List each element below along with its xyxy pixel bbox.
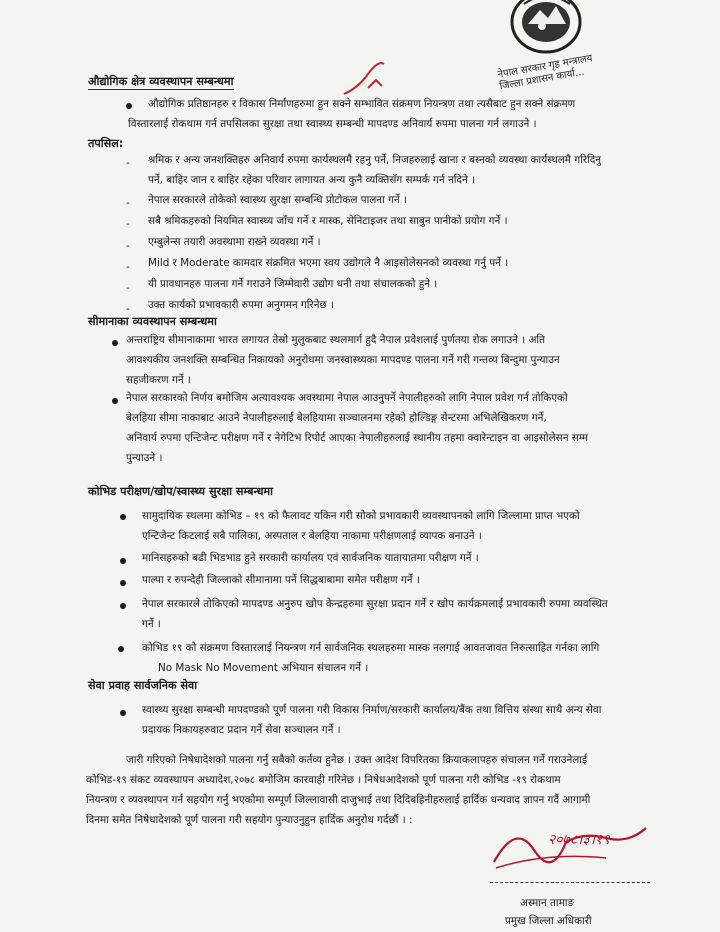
- tapasil-item-6: यी प्रावधानहरु पालना गर्ने गराउने जिम्मेवारी उद्योग धनी तथा संचालकको हुने ।: [148, 278, 438, 290]
- bullet-point: [126, 103, 132, 109]
- officer-name: अस्मान तामाङ: [520, 897, 575, 909]
- tapasil-item-7: उक्त कार्यको प्रभावकारी रुपमा अनुगमन गरिनेछ ।: [148, 299, 335, 311]
- seal-text: नेपाल सरकार गृह मन्त्रालय जिल्ला प्रशासन कार्या...: [496, 53, 594, 93]
- bullet-point: [120, 558, 126, 564]
- tapasil-item-3: सबै श्रमिकहरुको नियमित स्वास्थ्य जाँच गर्ने र मास्क, सेनिटाइजर तथा साबुन पानीको प्रयोग गर्ने ।: [148, 215, 508, 227]
- bullet-point: [112, 340, 118, 346]
- border-bullet-1: अन्तराष्ट्रिय सीमानाकामा भारत लगायत तेस्रो मुलुकबाट स्थलमार्ग हुदै नेपाल प्रवेशलाई पुर्णतया रोक लगाउने । अति आवश्यकीय जनशक्ति सम्बन्धित निकायको अनुरोधमा जनस्वास्थ्यका मापदण्ड पालना गर्ने गरी गन्तव्य बिन्दुमा पुन्याउन सहजीकरण गर्ने ।: [126, 334, 560, 386]
- bullet-point: [120, 514, 126, 520]
- closing-paragraph: जारी गरिएको निषेधादेशको पालना गर्नु सबैको कर्तव्य हुनेछ । उक्त आदेश विपरितका क्रियाकलापहरु संचालन गर्ने गराउनेलाई कोभिड-१९ संकट व्यवस्थापन अध्यादेश,२०७८ बमोजिम कारवाही गरिनेछ । निषेधआदेशको पूर्ण पालना गरी कोभिड -१९ रोकथाम नियन्त्रण र व्यवस्थापन गर्न सहयोग गर्नु भएकोमा सम्पूर्ण जिल्लावासी दाजुभाई तथा दिदिबहिनीहरुलाई हार्दिक धन्यवाद ज्ञापन गर्दै आगामी दिनमा समेत निषेधादेशको पूर्ण पालना गरी सहयोग पुन्याउनुहुन हार्दिक अनुरोध गर्दछौं । :: [86, 754, 591, 826]
- dash-marker: -: [126, 303, 130, 315]
- covid-bullet-3: पाल्पा र रुपन्देही जिल्लाको सीमानामा पर्ने सिद्धबाबामा समेत परीक्षण गर्ने ।: [142, 574, 420, 586]
- heading-covid: कोभिड परीक्षण/खोप/स्वास्थ्य सुरक्षा सम्बन्धमा: [88, 485, 274, 498]
- tapasil-item-1: श्रमिक र अन्य जनशक्तिहरु अनिवार्य रुपमा कार्यस्थलमै रहनु पर्ने, निजहरुलाई खाना र बस्नको व्यवस्था कार्यस्थलमै गरिदिनु पर्ने, बाहिर जान र बाहिर रहेका परिवार लागायत अन्य कुनै व्यक्तिसँग सम्पर्क गर्न नदिने ।: [148, 154, 602, 186]
- bullet-point: [120, 710, 126, 716]
- heading-tapasil: तपसिल:: [88, 137, 124, 150]
- tapasil-item-5: Mild र Moderate कामदार संक्रमित भएमा स्वय उद्योगले नै आइसोलेसनको व्यवस्था गर्नु पर्ने ।: [148, 257, 509, 269]
- tapasil-item-4: एम्बुलेन्स तयारी अवस्थामा राख्ने व्यवस्था गर्ने ।: [148, 236, 321, 248]
- signature-line: [490, 882, 650, 883]
- covid-bullet-5: कोभिड १९ को संक्रमण विस्तारलाई नियन्त्रण गर्न सार्वजनिक स्थलहरुमा मास्क नलगाई आवतजावत निरुत्साहित गर्नका लागि No Mask No Movement अभियान संचालन गर्ने ।: [142, 642, 600, 674]
- dash-marker: -: [126, 261, 130, 273]
- bullet-point: [120, 603, 126, 609]
- dash-marker: -: [126, 282, 130, 294]
- signature-date: २०७८।३।१९: [548, 832, 610, 848]
- covid-bullet-2: मानिसहरुको बढी भिडभाड हुने सरकारी कार्यालय एवं सार्वजनिक यातायातमा परीक्षण गर्ने ।: [142, 552, 479, 564]
- dash-marker: -: [126, 197, 130, 209]
- covid-bullet-4: नेपाल सरकारले तोकिएको मापदण्ड अनुरुप खोप केन्द्रहरुमा सुरक्षा प्रदान गर्ने र खोप कार्यक्रमलाई प्रभावकारी रुपमा व्यवस्थित गर्ने ।: [142, 598, 608, 630]
- tapasil-item-2: नेपाल सरकारले तोकेको स्वास्थ्य सुरक्षा सम्बन्धि प्रोटोकल पालना गर्ने ।: [148, 194, 407, 206]
- bullet-point: [118, 646, 124, 652]
- handwritten-signature: [486, 812, 656, 888]
- dash-marker: -: [126, 218, 130, 230]
- dash-marker: -: [126, 240, 130, 252]
- border-bullet-2: नेपाल सरकारको निर्णय बमोजिम अत्यावश्यक अवस्थामा नेपाल आउनुपर्ने नेपालीहरुको लागि नेपाल प्रवेश गर्न तोकिएको बेलहिया सीमा नाकाबाट आउने नेपालीहरुलाई बेलहियामा सञ्चालनमा रहेको होल्डिङ्ग सेन्टरमा अभिलेखिकरण गर्ने, अनिवार्य रुपमा एन्टिजेन्ट परीक्षण गर्ने र नेगेटिभ रिपोर्ट आएका नेपालीहरुलाई स्थानीय तहमा क्वारेन्टाइन वा आइसोलेसन सम्म पुन्याउने ।: [126, 392, 589, 464]
- heading-industrial: औद्योगिक क्षेत्र व्यवस्थापन सम्बन्धमा: [88, 75, 234, 88]
- bullet-point: [120, 580, 126, 586]
- bullet-point: [112, 398, 118, 404]
- dash-marker: -: [126, 157, 130, 169]
- heading-border: सीमानाका व्यवस्थापन सम्बन्धमा: [88, 315, 217, 328]
- service-bullet-1: स्वास्थ्य सुरक्षा सम्बन्धी मापदण्डको पूर्ण पालना गरी विकास निर्माण/सरकारी कार्यालय/बैंक तथा वित्तिय संस्था साथै अन्य सेवा प्रदायक निकायहरुवाट प्रदान गर्ने सेवा सञ्चालन गर्ने ।: [142, 704, 602, 736]
- covid-bullet-1: सामुदायिक स्थलमा कोभिड – १९ को फैलावट यकिन गरी सोको प्रभावकारी व्यवस्थापनको लागि जिल्लामा प्राप्त भएको एन्टिजेन्ट किटलाई सबै पालिका, अस्पताल र बेलहिया नाकामा परीक्षणलाई व्यापक बनाउने ।: [142, 510, 580, 542]
- officer-title: प्रमुख जिल्ला अधिकारी: [505, 915, 592, 927]
- industrial-bullet-1: औद्योगिक प्रतिष्ठानहरु र विकास निर्माणहरुमा हुन सक्ने सम्भावित संक्रमण नियन्त्रण तथा त्यसैबाट हुन सक्ने संक्रमण विस्तारलाई रोकथाम गर्न तपसिलका सुरक्षा तथा स्वास्थ्य सम्बन्धी मापदण्ड अनिवार्य रुपमा पालना गर्न लगाउने ।: [128, 98, 576, 130]
- heading-service: सेवा प्रवाह सार्वजनिक सेवा: [88, 679, 198, 692]
